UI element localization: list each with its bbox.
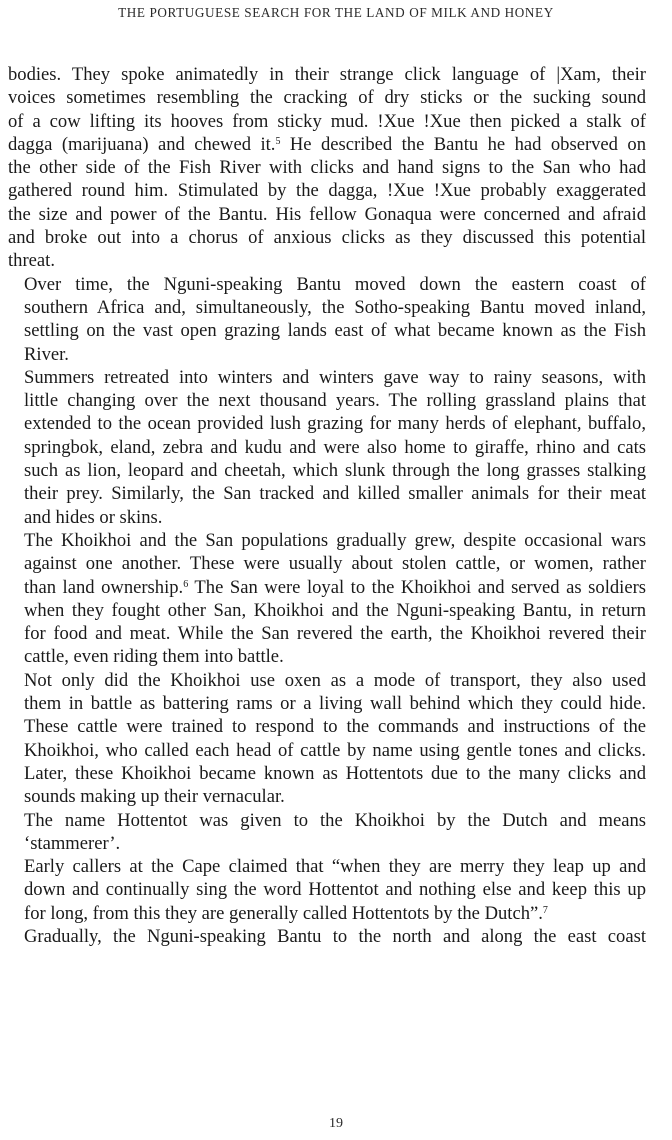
text-line: Later, these Khoikhoi became known as Hottentots due to the many clicks and bbox=[24, 762, 646, 784]
text-line: and broke out into a chorus of anxious clicks as they discussed this potential bbox=[8, 227, 646, 249]
text-run: dagga (marijuana) and chewed it. bbox=[8, 133, 276, 155]
text-run: than land ownership. bbox=[24, 576, 184, 598]
paragraph bbox=[8, 63, 646, 273]
text-line: southern Africa and, simultaneously, the Sotho-speaking Bantu moved inland, bbox=[24, 296, 646, 318]
text-line: for food and meat. While the San revered the earth, the Khoikhoi revered their bbox=[24, 623, 646, 645]
text-line bbox=[8, 576, 646, 599]
text-run: The San were loyal to the Khoikhoi and served as soldiers bbox=[188, 576, 647, 598]
text-line: Over time, the Nguni-speaking Bantu moved down the eastern coast of bbox=[24, 273, 646, 295]
text-line: settling on the vast open grazing lands east of what became known as the Fish bbox=[24, 320, 646, 342]
text-line: The name Hottentot was given to the Khoikhoi by the Dutch and means bbox=[24, 809, 646, 831]
text-line bbox=[8, 133, 646, 156]
text-line: Early callers at the Cape claimed that “when they are merry they leap up and bbox=[24, 856, 646, 878]
text-line: when they fought other San, Khoikhoi and the Nguni-speaking Bantu, in return bbox=[24, 599, 646, 621]
text-line: Not only did the Khoikhoi use oxen as a mode of transport, they also used bbox=[24, 669, 646, 691]
text-line: threat. bbox=[8, 250, 55, 272]
footnote-ref-7: 7 bbox=[542, 904, 548, 916]
text-line: down and continually sing the word Hottentot and nothing else and keep this up bbox=[24, 879, 646, 901]
text-line: the other side of the Fish River with clicks and hand signs to the San who had bbox=[8, 157, 646, 179]
text-line: such as lion, leopard and cheetah, which slunk through the long grasses stalking bbox=[24, 460, 646, 482]
running-head: THE PORTUGUESE SEARCH FOR THE LAND OF MILK AND HONEY bbox=[118, 5, 554, 20]
text-line: These cattle were trained to respond to the commands and instructions of the bbox=[24, 716, 646, 738]
text-line: extended to the ocean provided lush grazing for many herds of elephant, buffalo, bbox=[24, 413, 646, 435]
text-run: He described the Bantu he had observed on bbox=[280, 133, 646, 155]
text-line: cattle, even riding them into battle. bbox=[24, 646, 284, 668]
text-line: The Khoikhoi and the San populations gradually grew, despite occasional wars bbox=[24, 529, 646, 551]
body-text bbox=[8, 63, 646, 948]
paragraph bbox=[8, 529, 646, 669]
paragraph bbox=[8, 925, 646, 948]
text-line: Khoikhoi, who called each head of cattle by name using gentle tones and clicks. bbox=[24, 739, 646, 761]
text-line: their prey. Similarly, the San tracked and killed smaller animals for their meat bbox=[24, 483, 646, 505]
text-line: Gradually, the Nguni-speaking Bantu to the north and along the east coast bbox=[24, 925, 646, 947]
text-line: bodies. They spoke animatedly in their strange click language of |Xam, their bbox=[8, 64, 646, 85]
paragraph bbox=[8, 366, 646, 529]
paragraph bbox=[8, 809, 646, 856]
text-line: springbok, eland, zebra and kudu and were also home to giraffe, rhino and cats bbox=[24, 436, 646, 458]
paragraph bbox=[8, 855, 646, 925]
text-line: Summers retreated into winters and winters gave way to rainy seasons, with bbox=[24, 366, 646, 388]
text-line: gathered round him. Stimulated by the dagga, !Xue !Xue probably exaggerated bbox=[8, 180, 646, 202]
footnote-ref-6: 6 bbox=[183, 578, 189, 590]
paragraph bbox=[8, 669, 646, 809]
text-line: of a cow lifting its hooves from sticky mud. !Xue !Xue then picked a stalk of bbox=[8, 110, 646, 132]
text-line: sounds making up their vernacular. bbox=[24, 786, 285, 808]
text-line: them in battle as battering rams or a living wall behind which they could hide. bbox=[24, 693, 646, 715]
text-line: and hides or skins. bbox=[24, 506, 163, 528]
footnote-ref-5: 5 bbox=[275, 135, 281, 147]
text-line: ‘stammerer’. bbox=[24, 832, 121, 854]
text-line: the size and power of the Bantu. His fellow Gonaqua were concerned and afraid bbox=[8, 203, 646, 225]
paragraph bbox=[8, 273, 646, 366]
text-line: little changing over the next thousand years. The rolling grassland plains that bbox=[24, 390, 646, 412]
page-number: 19 bbox=[329, 1116, 343, 1131]
text-line: against one another. These were usually about stolen cattle, or women, rather bbox=[24, 553, 646, 575]
text-line bbox=[8, 902, 646, 925]
text-line: River. bbox=[24, 343, 69, 365]
text-run: for long, from this they are generally called Hottentots by the Dutch”. bbox=[24, 902, 543, 924]
text-line: voices sometimes resembling the cracking of dry sticks or the sucking sound bbox=[8, 87, 646, 109]
